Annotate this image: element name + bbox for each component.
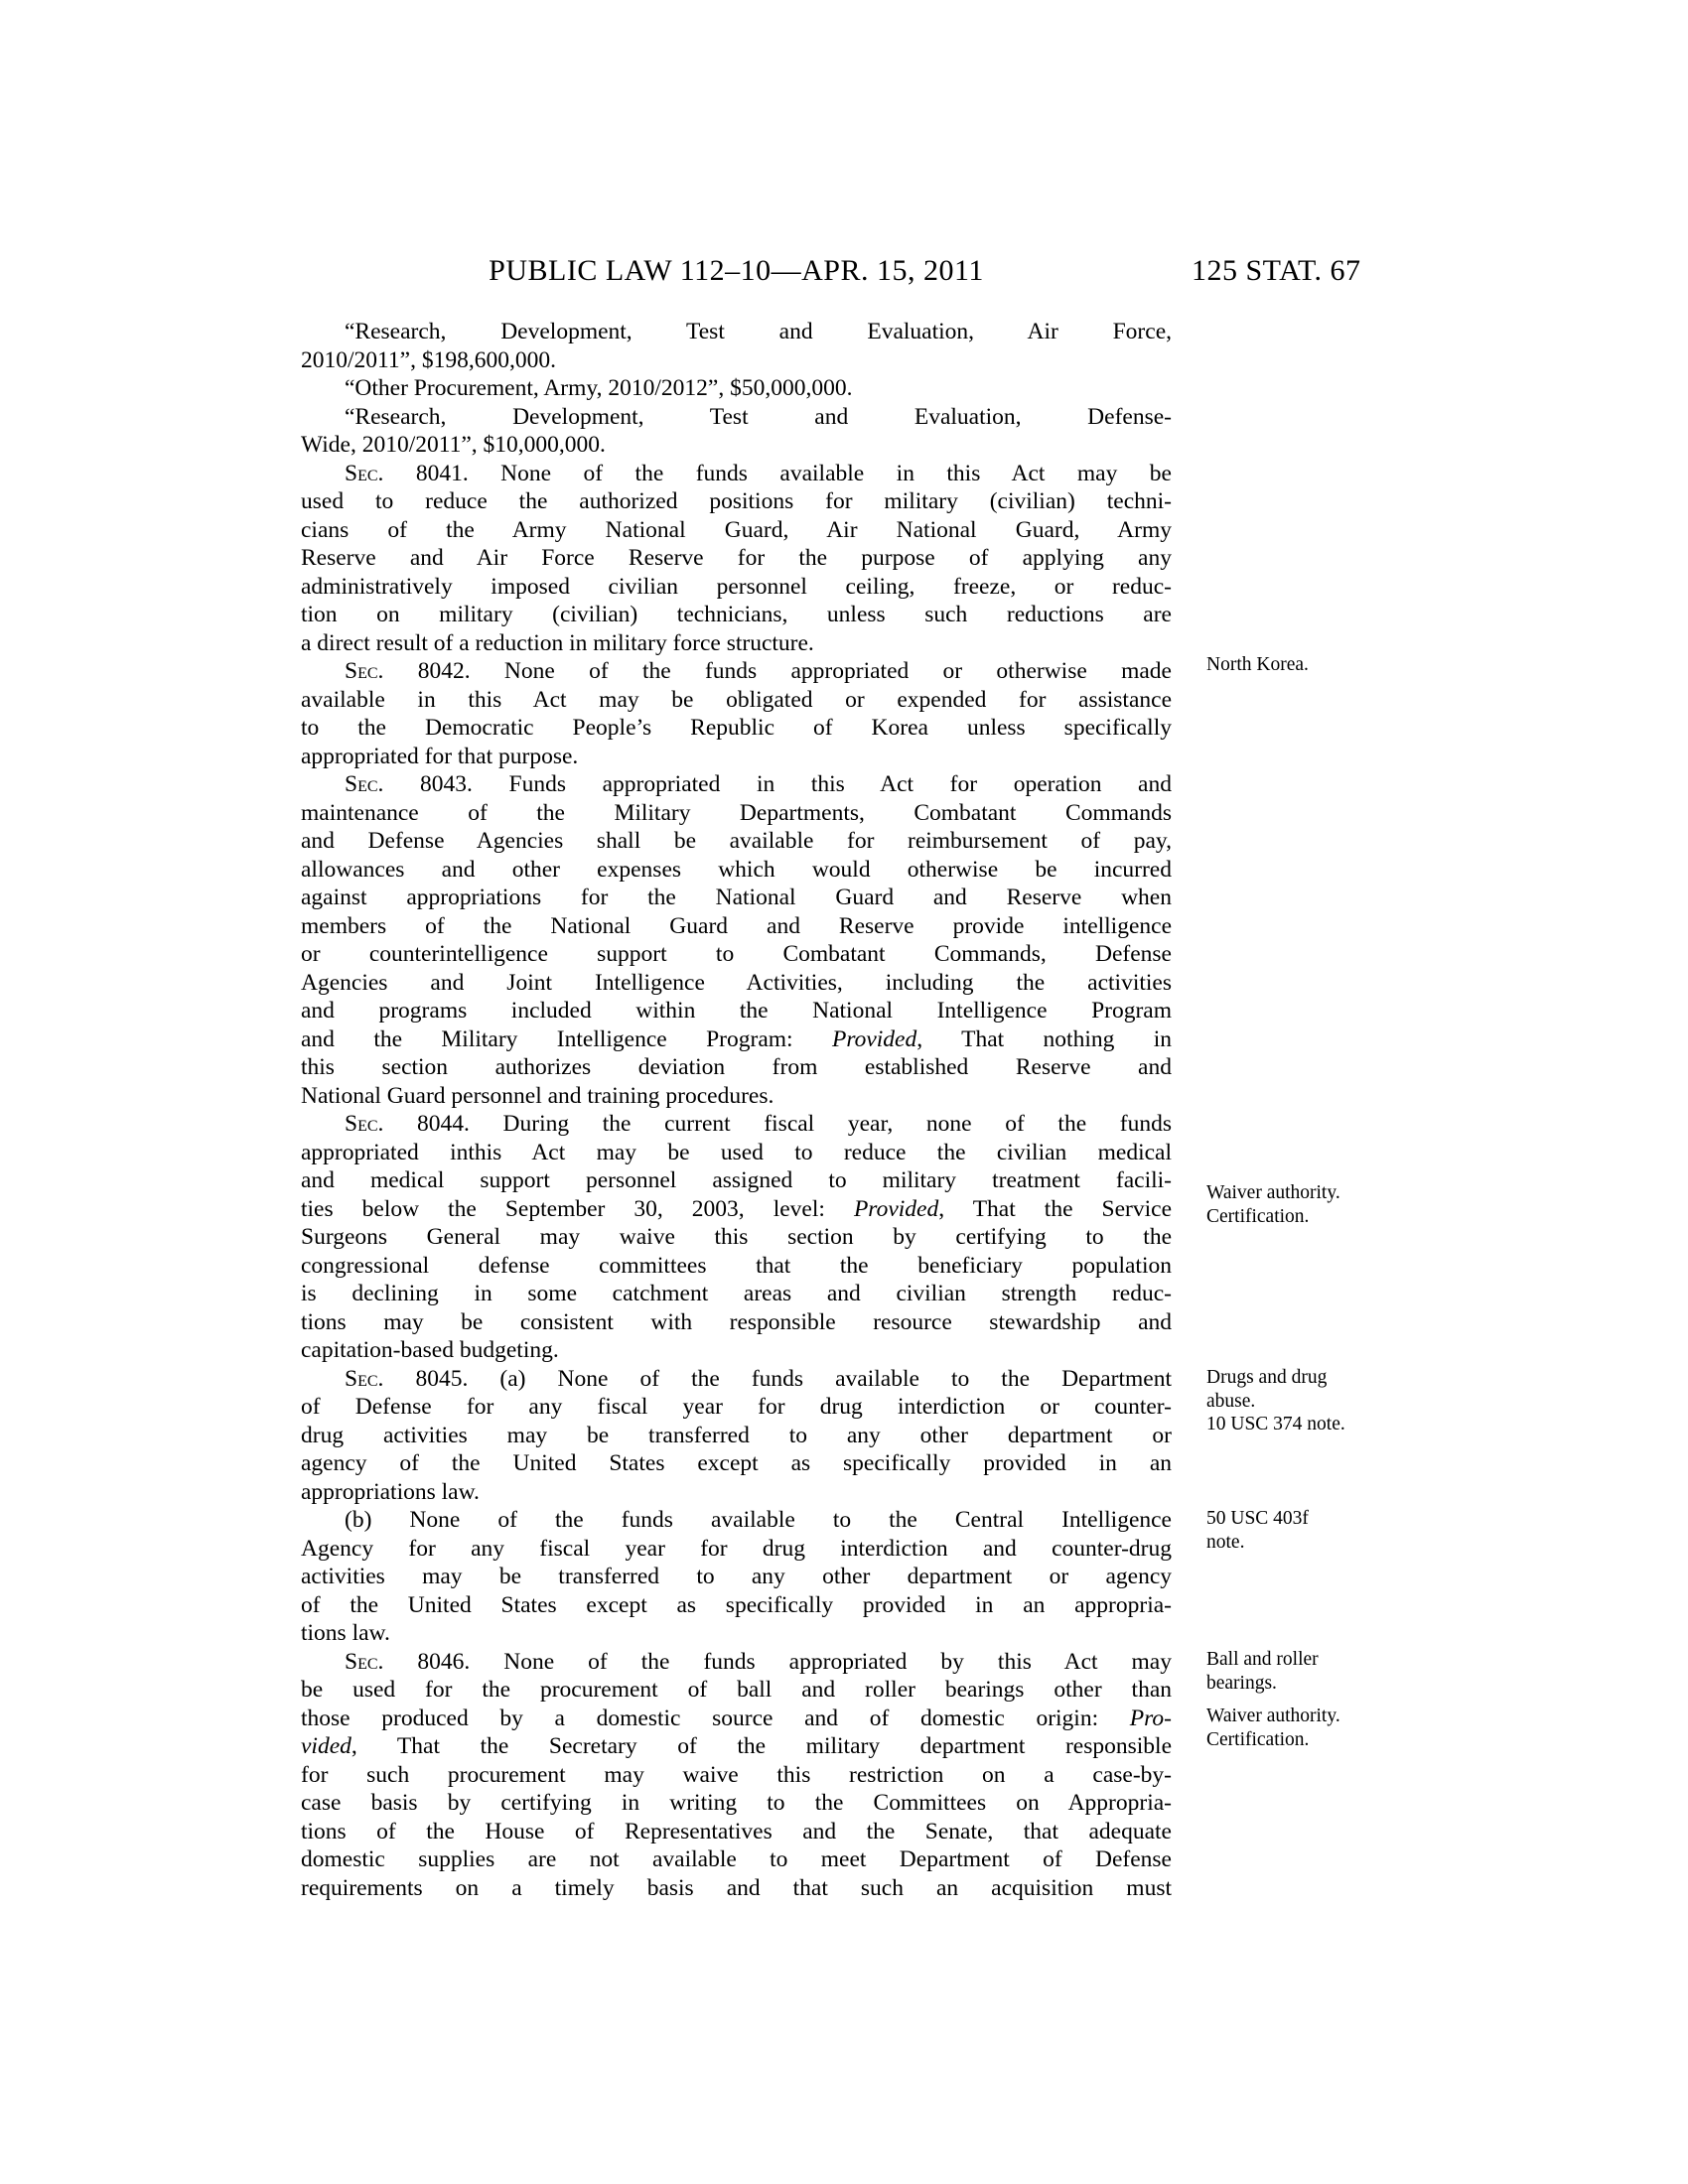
text-segment: Reserve and Air Force Reserve for the purpose of applying any <box>301 545 1172 571</box>
margin-note-line: North Korea. <box>1206 654 1309 675</box>
margin-note-line: Ball and roller <box>1206 1649 1319 1670</box>
text-segment: appropriations law. <box>301 1478 480 1505</box>
text-segment: allowances and other expenses which would otherwise be incurred <box>301 856 1172 883</box>
text-segment: and the Military Intelligence Program: <box>301 1025 832 1052</box>
section-label: Sec. <box>345 771 384 797</box>
text-segment: against appropriations for the National Guard and Reserve when <box>301 885 1172 910</box>
margin-note <box>1206 1366 1534 1436</box>
margin-note-line: Certification. <box>1206 1205 1310 1227</box>
text-segment: case basis by certifying in writing to the Committees on Appropria- <box>301 1790 1172 1816</box>
text-segment: and medical support personnel assigned to military treatment facili- <box>301 1167 1172 1193</box>
text-line <box>301 1676 1172 1705</box>
margin-note-line: Certification. <box>1206 1728 1310 1750</box>
text-segment: Wide, 2010/2011”, $10,000,000. <box>301 432 606 458</box>
text-segment: , That the Service <box>938 1195 1172 1222</box>
text-segment: cians of the Army National Guard, Air National Guard, Army <box>301 516 1172 543</box>
text-line <box>301 318 1172 346</box>
text-line <box>301 657 1172 686</box>
text-line <box>301 1478 1172 1507</box>
margin-note-line: 10 USC 374 note. <box>1206 1414 1345 1434</box>
section-label: Sec. <box>345 1648 384 1675</box>
section-label: Sec. <box>345 1365 384 1392</box>
text-segment: tion on military (civilian) technicians, unless such reductions are <box>301 602 1172 627</box>
section-label: Sec. <box>345 1111 384 1137</box>
text-line <box>301 1195 1172 1224</box>
text-segment: appropriated inthis Act may be used to reduce the civilian medical <box>301 1139 1172 1165</box>
text-line <box>301 912 1172 941</box>
margin-note-line: abuse. <box>1206 1390 1256 1412</box>
text-line <box>301 1166 1172 1195</box>
text-segment: “Other Procurement, Army, 2010/2012”, $50,000,000. <box>345 375 853 401</box>
margin-note <box>1206 1507 1534 1554</box>
text-segment: drug activities may be transferred to any other department or <box>301 1422 1172 1448</box>
section-label: Sec. <box>345 460 384 486</box>
text-line <box>301 1506 1172 1535</box>
text-line <box>301 1818 1172 1846</box>
text-line <box>301 460 1172 488</box>
text-line <box>301 1591 1172 1620</box>
text-segment: be used for the procurement of ball and roller bearings other than <box>301 1677 1172 1703</box>
page-header-stat-number: 125 STAT. 67 <box>1192 254 1361 287</box>
text-segment: Agency for any fiscal year for drug interdiction and counter-drug <box>301 1535 1172 1562</box>
text-segment: “Research, Development, Test and Evaluation, Defense- <box>345 403 1172 430</box>
text-segment: tions law. <box>301 1620 390 1646</box>
margin-note <box>1206 1181 1534 1228</box>
text-segment: ties below the September 30, 2003, level: <box>301 1195 854 1222</box>
margin-note-line: Waiver authority. <box>1206 1706 1340 1726</box>
text-segment: Surgeons General may waive this section by certifying to the <box>301 1224 1172 1250</box>
italic-text: vided <box>301 1733 352 1759</box>
margin-note-line: 50 USC 403f <box>1206 1508 1309 1529</box>
text-line <box>301 686 1172 715</box>
text-line <box>301 969 1172 998</box>
text-segment: to the Democratic People’s Republic of Korea unless specifically <box>301 715 1172 741</box>
text-line <box>301 1648 1172 1677</box>
text-segment: is declining in some catchment areas and civilian strength reduc- <box>301 1281 1172 1306</box>
text-line <box>301 1252 1172 1281</box>
text-line <box>301 487 1172 516</box>
text-line <box>301 1336 1172 1365</box>
text-line <box>301 1393 1172 1422</box>
italic-text: Pro- <box>1129 1705 1172 1731</box>
text-segment: and Defense Agencies shall be available for reimbursement of pay, <box>301 828 1172 854</box>
text-line <box>301 1053 1172 1082</box>
text-segment: or counterintelligence support to Combatant Commands, Defense <box>301 941 1172 967</box>
text-segment: “Research, Development, Test and Evaluation, Air Force, <box>345 319 1172 344</box>
text-segment: and programs included within the National Intelligence Program <box>301 998 1172 1024</box>
italic-text: Provided <box>853 1195 939 1222</box>
text-line <box>301 1025 1172 1054</box>
text-segment: congressional defense committees that the beneficiary population <box>301 1252 1172 1279</box>
text-segment: 8042. None of the funds appropriated or otherwise made <box>383 658 1172 684</box>
text-line <box>301 770 1172 799</box>
text-segment: administratively imposed civilian personnel ceiling, freeze, or reduc- <box>301 573 1172 600</box>
text-line <box>301 1789 1172 1818</box>
text-segment: available in this Act may be obligated or expended for assistance <box>301 686 1172 713</box>
margin-note <box>1206 1648 1534 1695</box>
text-segment: for such procurement may waive this restriction on a case-by- <box>301 1761 1172 1788</box>
margin-note <box>1206 1705 1534 1751</box>
text-segment: used to reduce the authorized positions for military (civilian) techni- <box>301 488 1172 514</box>
text-line <box>301 856 1172 885</box>
text-line <box>301 1082 1172 1111</box>
text-segment: , That the Secretary of the military department responsible <box>351 1733 1172 1759</box>
text-line <box>301 573 1172 602</box>
text-line <box>301 516 1172 545</box>
text-line <box>301 629 1172 658</box>
text-segment: 8041. None of the funds available in this Act may be <box>383 460 1172 486</box>
text-line <box>301 431 1172 460</box>
text-line <box>301 544 1172 573</box>
text-line <box>301 1223 1172 1252</box>
text-line <box>301 997 1172 1025</box>
text-segment: tions of the House of Representatives and the Senate, that adequate <box>301 1818 1172 1844</box>
text-segment: (b) None of the funds available to the Central Intelligence <box>345 1507 1172 1533</box>
text-line <box>301 403 1172 432</box>
text-line <box>301 1308 1172 1337</box>
text-segment: , That nothing in <box>916 1025 1173 1052</box>
margin-note-line: Waiver authority. <box>1206 1182 1340 1203</box>
text-segment: agency of the United States except as specifically provided in an <box>301 1450 1172 1476</box>
text-line <box>301 1422 1172 1450</box>
page-header-title: PUBLIC LAW 112–10—APR. 15, 2011 <box>489 254 984 287</box>
text-line <box>301 1874 1172 1903</box>
text-line <box>301 799 1172 828</box>
text-segment: domestic supplies are not available to meet Department of Defense <box>301 1846 1172 1872</box>
margin-note-line: Drugs and drug <box>1206 1367 1328 1388</box>
italic-text: Provided <box>831 1025 917 1052</box>
text-segment: 8046. None of the funds appropriated by this Act may <box>383 1648 1172 1675</box>
text-segment: 8043. Funds appropriated in this Act for operation and <box>383 771 1172 797</box>
text-line <box>301 1705 1172 1733</box>
text-segment: 8045. (a) None of the funds available to the Department <box>383 1365 1172 1392</box>
text-line <box>301 1139 1172 1167</box>
text-line <box>301 601 1172 629</box>
text-line <box>301 1535 1172 1564</box>
text-line <box>301 743 1172 771</box>
text-segment: activities may be transferred to any other department or agency <box>301 1564 1172 1589</box>
text-line <box>301 884 1172 912</box>
text-segment: those produced by a domestic source and of domestic origin: <box>301 1705 1130 1731</box>
text-line <box>301 1732 1172 1761</box>
text-line <box>301 1563 1172 1591</box>
text-segment: Agencies and Joint Intelligence Activities, including the activities <box>301 969 1172 996</box>
text-segment: this section authorizes deviation from established Reserve and <box>301 1054 1172 1080</box>
text-segment: of Defense for any fiscal year for drug interdiction or counter- <box>301 1394 1172 1420</box>
text-segment: 8044. During the current fiscal year, none of the funds <box>383 1111 1172 1137</box>
margin-note-line: bearings. <box>1206 1672 1277 1694</box>
section-label: Sec. <box>345 658 384 684</box>
text-segment: maintenance of the Military Departments, Combatant Commands <box>301 799 1172 826</box>
text-segment: 2010/2011”, $198,600,000. <box>301 346 556 373</box>
text-line <box>301 827 1172 856</box>
text-segment: a direct result of a reduction in military force structure. <box>301 629 814 656</box>
text-line <box>301 714 1172 743</box>
text-line <box>301 1845 1172 1874</box>
margin-note-line: note. <box>1206 1531 1245 1553</box>
text-line <box>301 1761 1172 1790</box>
text-line <box>301 1449 1172 1478</box>
body-text <box>301 318 1172 1902</box>
text-segment: National Guard personnel and training procedures. <box>301 1082 774 1109</box>
text-segment: appropriated for that purpose. <box>301 743 579 769</box>
text-segment: tions may be consistent with responsible resource stewardship and <box>301 1308 1172 1335</box>
text-line <box>301 1110 1172 1139</box>
text-line <box>301 1619 1172 1648</box>
margin-note <box>1206 653 1534 677</box>
text-segment: members of the National Guard and Reserve provide intelligence <box>301 912 1172 939</box>
text-line <box>301 374 1172 403</box>
text-segment: capitation-based budgeting. <box>301 1337 559 1363</box>
text-line <box>301 1280 1172 1308</box>
text-line <box>301 346 1172 375</box>
text-line <box>301 940 1172 969</box>
text-line <box>301 1365 1172 1394</box>
text-segment: of the United States except as specifically provided in an appropria- <box>301 1591 1172 1618</box>
text-segment: requirements on a timely basis and that such an acquisition must <box>301 1874 1172 1901</box>
